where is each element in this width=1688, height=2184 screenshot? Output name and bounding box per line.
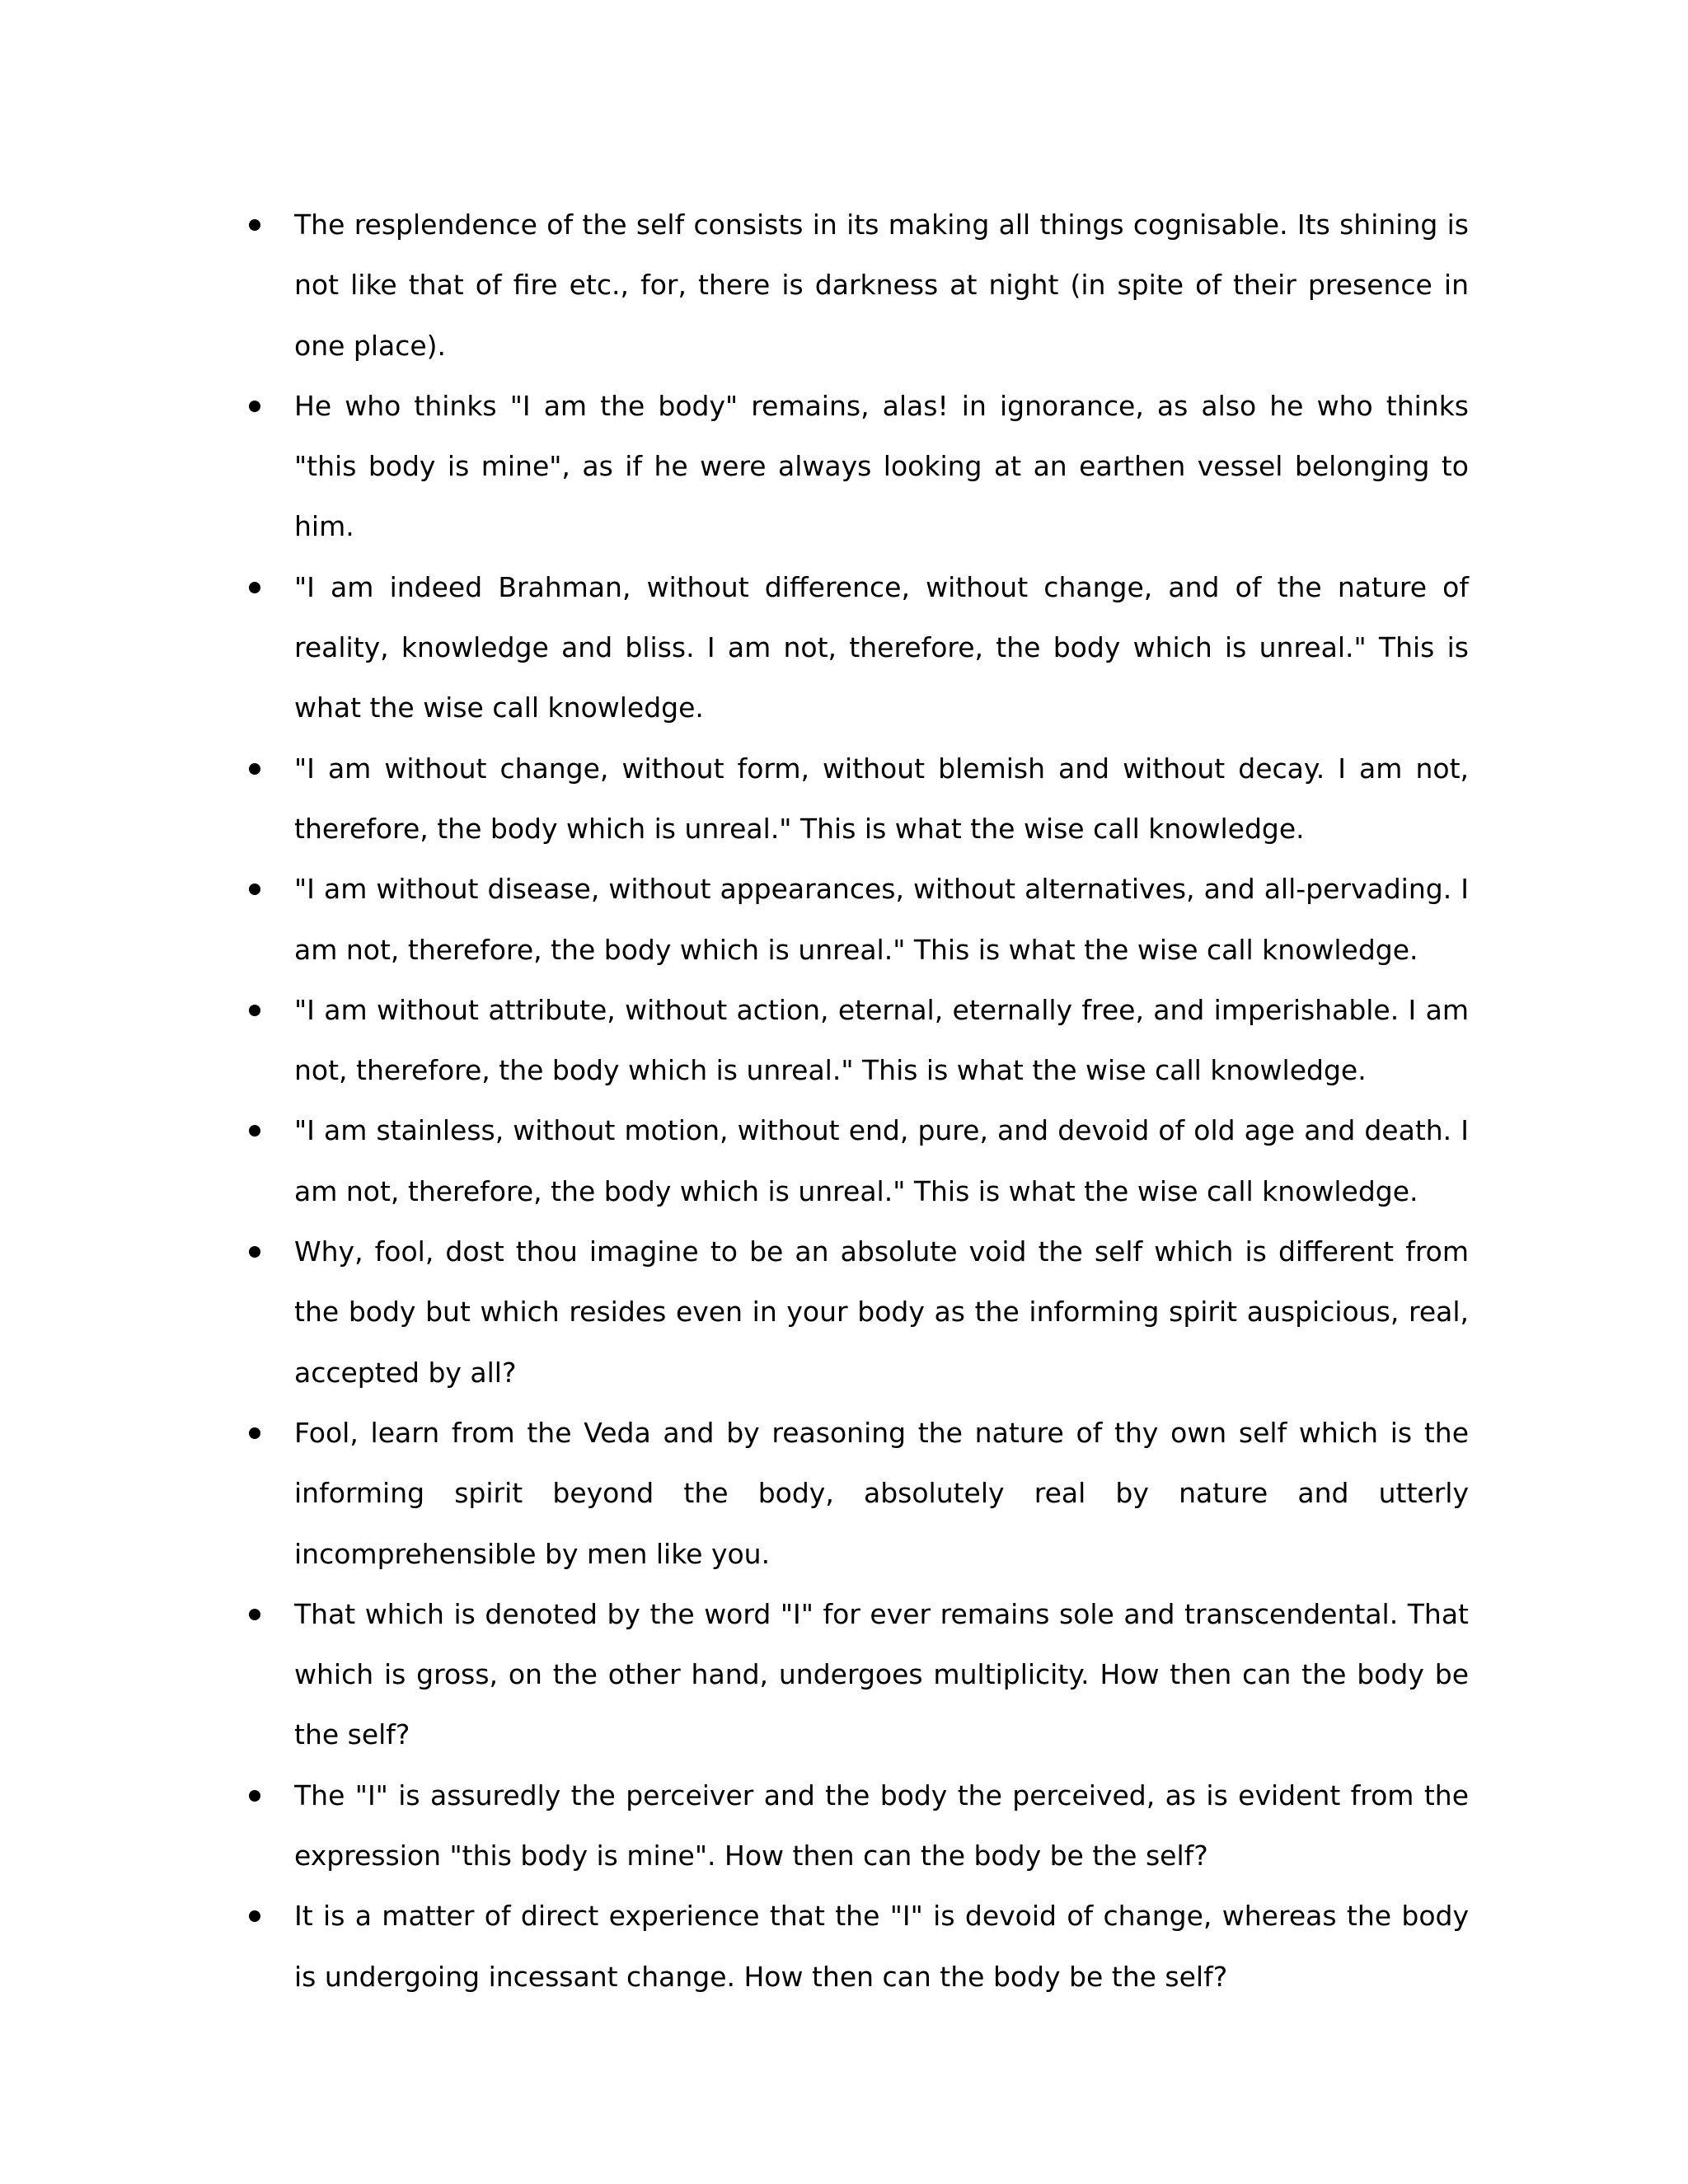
list-item <box>239 738 1469 860</box>
bullet-icon <box>249 1005 260 1016</box>
list-item <box>239 557 1469 738</box>
list-item-text: "I am indeed Brahman, without difference, without change, and of the nature of reality, knowledge and bliss. I am not, therefore, the body which is unreal." This is what the wise call knowledge. <box>294 570 1469 724</box>
list-item <box>239 376 1469 557</box>
list-item-text: The "I" is assuredly the perceiver and the body the perceived, as is evident from the expression "this body is mine". How then can the body be the self? <box>294 1779 1469 1872</box>
bullet-icon <box>249 1125 260 1137</box>
bullet-icon <box>249 1246 260 1258</box>
bullet-icon <box>249 1910 260 1922</box>
bullet-icon <box>249 582 260 593</box>
bullet-icon <box>249 1609 260 1620</box>
bullet-icon <box>249 883 260 895</box>
list-item-text: He who thinks "I am the body" remains, alas! in ignorance, as also he who thinks "this body is mine", as if he were always looking at an earthen vessel belonging to him. <box>294 389 1469 543</box>
list-item <box>239 1100 1469 1221</box>
list-item-text: "I am stainless, without motion, without end, pure, and devoid of old age and death. I am not, therefore, the body which is unreal." This is what the wise call knowledge. <box>294 1114 1469 1207</box>
list-item <box>239 1584 1469 1765</box>
list-item-text: "I am without change, without form, without blemish and without decay. I am not, therefore, the body which is unreal." This is what the wise call knowledge. <box>294 752 1469 845</box>
list-item-text: That which is denoted by the word "I" for ever remains sole and transcendental. That which is gross, on the other hand, undergoes multiplicity. How then can the body be the self? <box>294 1597 1469 1751</box>
list-item <box>239 1886 1469 2007</box>
list-item-text: Fool, learn from the Veda and by reasoning the nature of thy own self which is the informing spirit beyond the body, absolutely real by nature and utterly incomprehensible by men like you. <box>294 1416 1469 1570</box>
list-item <box>239 1403 1469 1584</box>
bullet-icon <box>249 1427 260 1439</box>
list-item-text: Why, fool, dost thou imagine to be an absolute void the self which is different from the body but which resides even in your body as the informing spirit auspicious, real, accepted by all? <box>294 1235 1469 1389</box>
list-item <box>239 859 1469 980</box>
list-item <box>239 980 1469 1101</box>
list-item-text: The resplendence of the self consists in its making all things cognisable. Its shining is not like that of fire etc., for, there is darkness at night (in spite of their presence in one place). <box>294 209 1469 362</box>
bullet-icon <box>249 219 260 231</box>
list-item-text: It is a matter of direct experience that the "I" is devoid of change, whereas the body is undergoing incessant change. How then can the body be the self? <box>294 1900 1469 1993</box>
list-item <box>239 1221 1469 1403</box>
list-item-text: "I am without attribute, without action, eternal, eternally free, and imperishable. I am not, therefore, the body which is unreal." This is what the wise call knowledge. <box>294 993 1469 1087</box>
bullet-list <box>239 194 1469 2007</box>
list-item <box>239 194 1469 376</box>
bullet-icon <box>249 1790 260 1802</box>
list-item-text: "I am without disease, without appearances, without alternatives, and all-pervading. I am not, therefore, the body which is unreal." This is what the wise call knowledge. <box>294 873 1469 966</box>
bullet-icon <box>249 401 260 412</box>
list-item <box>239 1765 1469 1886</box>
bullet-icon <box>249 763 260 775</box>
